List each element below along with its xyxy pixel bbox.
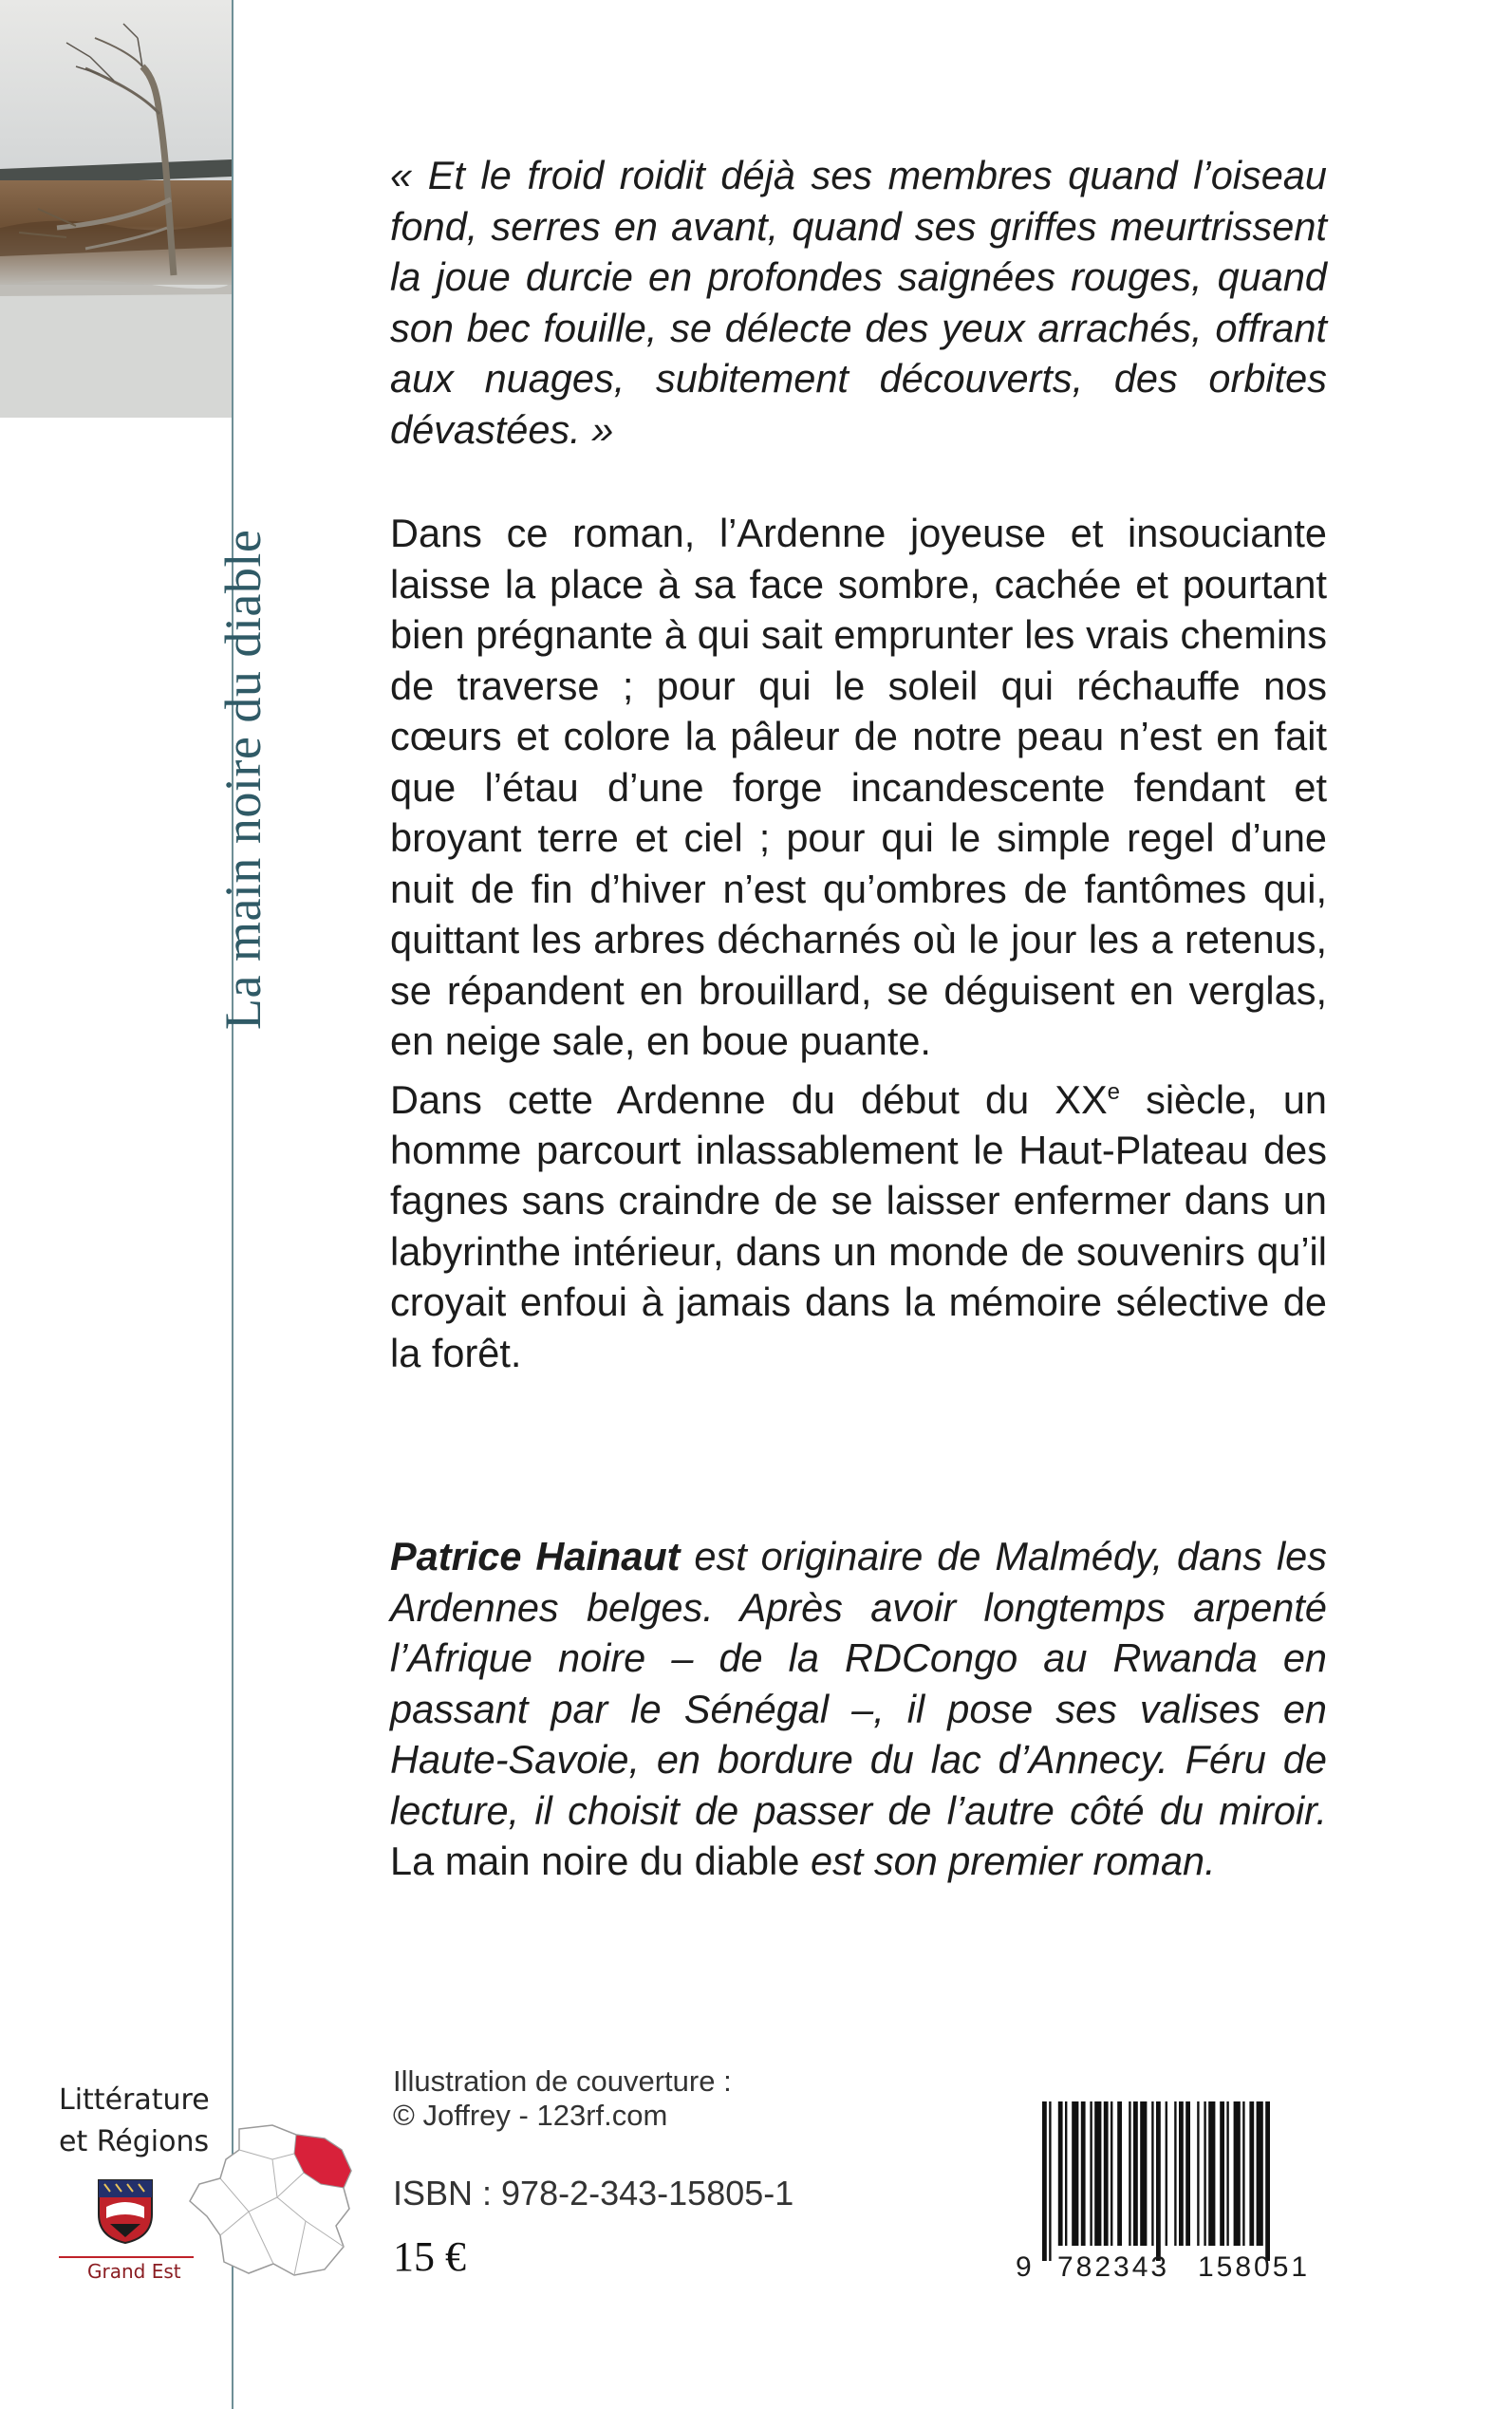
synopsis-paragraph-1: Dans ce roman, l’Ardenne joyeuse et insouciante laisse la place à sa face sombre, cachée et pourtant bien prégnante à qui sait emprunter les vrais chemins de traverse ; pour qui le soleil qui réchauffe nos cœurs et colore la pâleur de notre peau n’est en fait que l’étau d’une forge incandescente fendant et broyant terre et ciel ; pour qui le simple regel d’une nuit de fin d’hiver n’est qu’ombres de fantômes qui, quittant les arbres décharnés où le jour les a retenus, se répandent en brouillard, se déguisent en verglas, en neige sale, en boue puante. (390, 511, 1327, 1063)
barcode-bar (1204, 2101, 1205, 2246)
synopsis-p2-rest: siècle, un homme parcourt inlassablement le Haut-Plateau des fagnes sans craindre de se laisser enfermer dans un labyrinthe intérieur, dans un monde de souvenirs qu’il croyait enfoui à jamais dans la mémoire sélective de la forêt. (390, 1076, 1327, 1375)
coat-of-arms-icon (97, 2178, 154, 2245)
logo-divider (59, 2256, 194, 2258)
barcode-bar (1065, 2101, 1067, 2246)
barcode-bar (1179, 2101, 1184, 2246)
opening-quote (390, 150, 1327, 455)
author-bio (390, 1531, 1327, 1887)
synopsis-p2-start: Dans cette Ardenne du début du XX (390, 1076, 1108, 1122)
barcode-bar (1242, 2101, 1244, 2246)
barcode-digits-right: 158051 (1198, 2251, 1311, 2283)
price: 15 € (393, 2233, 466, 2280)
barcode-bar (1156, 2101, 1161, 2261)
barcode-bar (1226, 2101, 1228, 2246)
author-name: Patrice Hainaut (390, 1534, 681, 1578)
barcode-bar (1133, 2101, 1138, 2246)
collection-logo (59, 2083, 363, 2283)
barcode-bar (1058, 2101, 1063, 2246)
cover-credits (393, 2064, 732, 2133)
barcode-digit-prefix: 9 (1016, 2251, 1034, 2283)
barcode-bar (1265, 2101, 1270, 2261)
bio-text-1: est originaire de Malmédy, dans les Ardennes belges. Après avoir longtemps arpenté l’Afrique noire – de la RDCongo au Rwanda en passant par le Sénégal –, il pose ses valises en Haute-Savoie, en bordure du lac d’Annecy. Féru de lecture, il choisit de passer de l’autre côté du miroir. (390, 1534, 1327, 1833)
barcode-bar (1249, 2101, 1254, 2246)
barcode-bar (1111, 2101, 1112, 2246)
barcode-bar (1072, 2101, 1078, 2246)
barcode-bar (1174, 2101, 1176, 2246)
france-map-icon (182, 2121, 363, 2283)
credits-line-2: © Joffrey - 123rf.com (393, 2099, 668, 2132)
barcode-bar (1208, 2101, 1215, 2246)
barcode-bar (1257, 2101, 1263, 2246)
collection-name-line-1: Littérature (59, 2083, 210, 2117)
barcode-bar (1081, 2101, 1086, 2246)
barcode-bar (1185, 2101, 1190, 2246)
barcode-bar (1094, 2101, 1101, 2246)
spine-title: La main noire du diable (215, 529, 271, 1030)
fen-landscape-illustration (0, 0, 232, 418)
spine-divider (232, 0, 233, 2409)
barcode (1016, 2100, 1338, 2283)
synopsis (390, 508, 1327, 1378)
barcode-bar (1049, 2101, 1051, 2261)
cover-photo (0, 0, 232, 418)
barcode-bar (1117, 2101, 1122, 2246)
synopsis-paragraph-2 (390, 1067, 1327, 1379)
bio-book-title: La main noire du diable (390, 1839, 800, 1883)
barcode-bar (1166, 2101, 1167, 2246)
isbn: ISBN : 978-2-343-15805-1 (393, 2174, 794, 2213)
credits-line-1: Illustration de couverture : (393, 2064, 732, 2098)
collection-name-line-2: et Régions (59, 2125, 210, 2158)
bio-text-2: est son premier roman. (799, 1839, 1216, 1883)
barcode-bar (1129, 2101, 1130, 2246)
collection-region: Grand Est (87, 2260, 181, 2283)
barcode-bar (1090, 2101, 1092, 2246)
barcode-digits-left: 782343 (1057, 2251, 1170, 2283)
barcode-bar (1197, 2101, 1199, 2246)
bio-paragraph (390, 1531, 1327, 1887)
barcode-bar (1234, 2101, 1241, 2246)
barcode-bar (1104, 2101, 1109, 2246)
barcode-bar (1042, 2101, 1047, 2261)
barcode-bar (1220, 2101, 1224, 2246)
barcode-bar (1151, 2101, 1153, 2246)
barcode-bar (1140, 2101, 1147, 2246)
quote-text: « Et le froid roidit déjà ses membres quand l’oiseau fond, serres en avant, quand ses griffes meurtrissent la joue durcie en profondes saignées rouges, quand son bec fouille, se délecte des yeux arrachés, offrant aux nuages, subitement découverts, des orbites dévastées. » (390, 153, 1327, 452)
century-superscript: e (1107, 1078, 1120, 1105)
